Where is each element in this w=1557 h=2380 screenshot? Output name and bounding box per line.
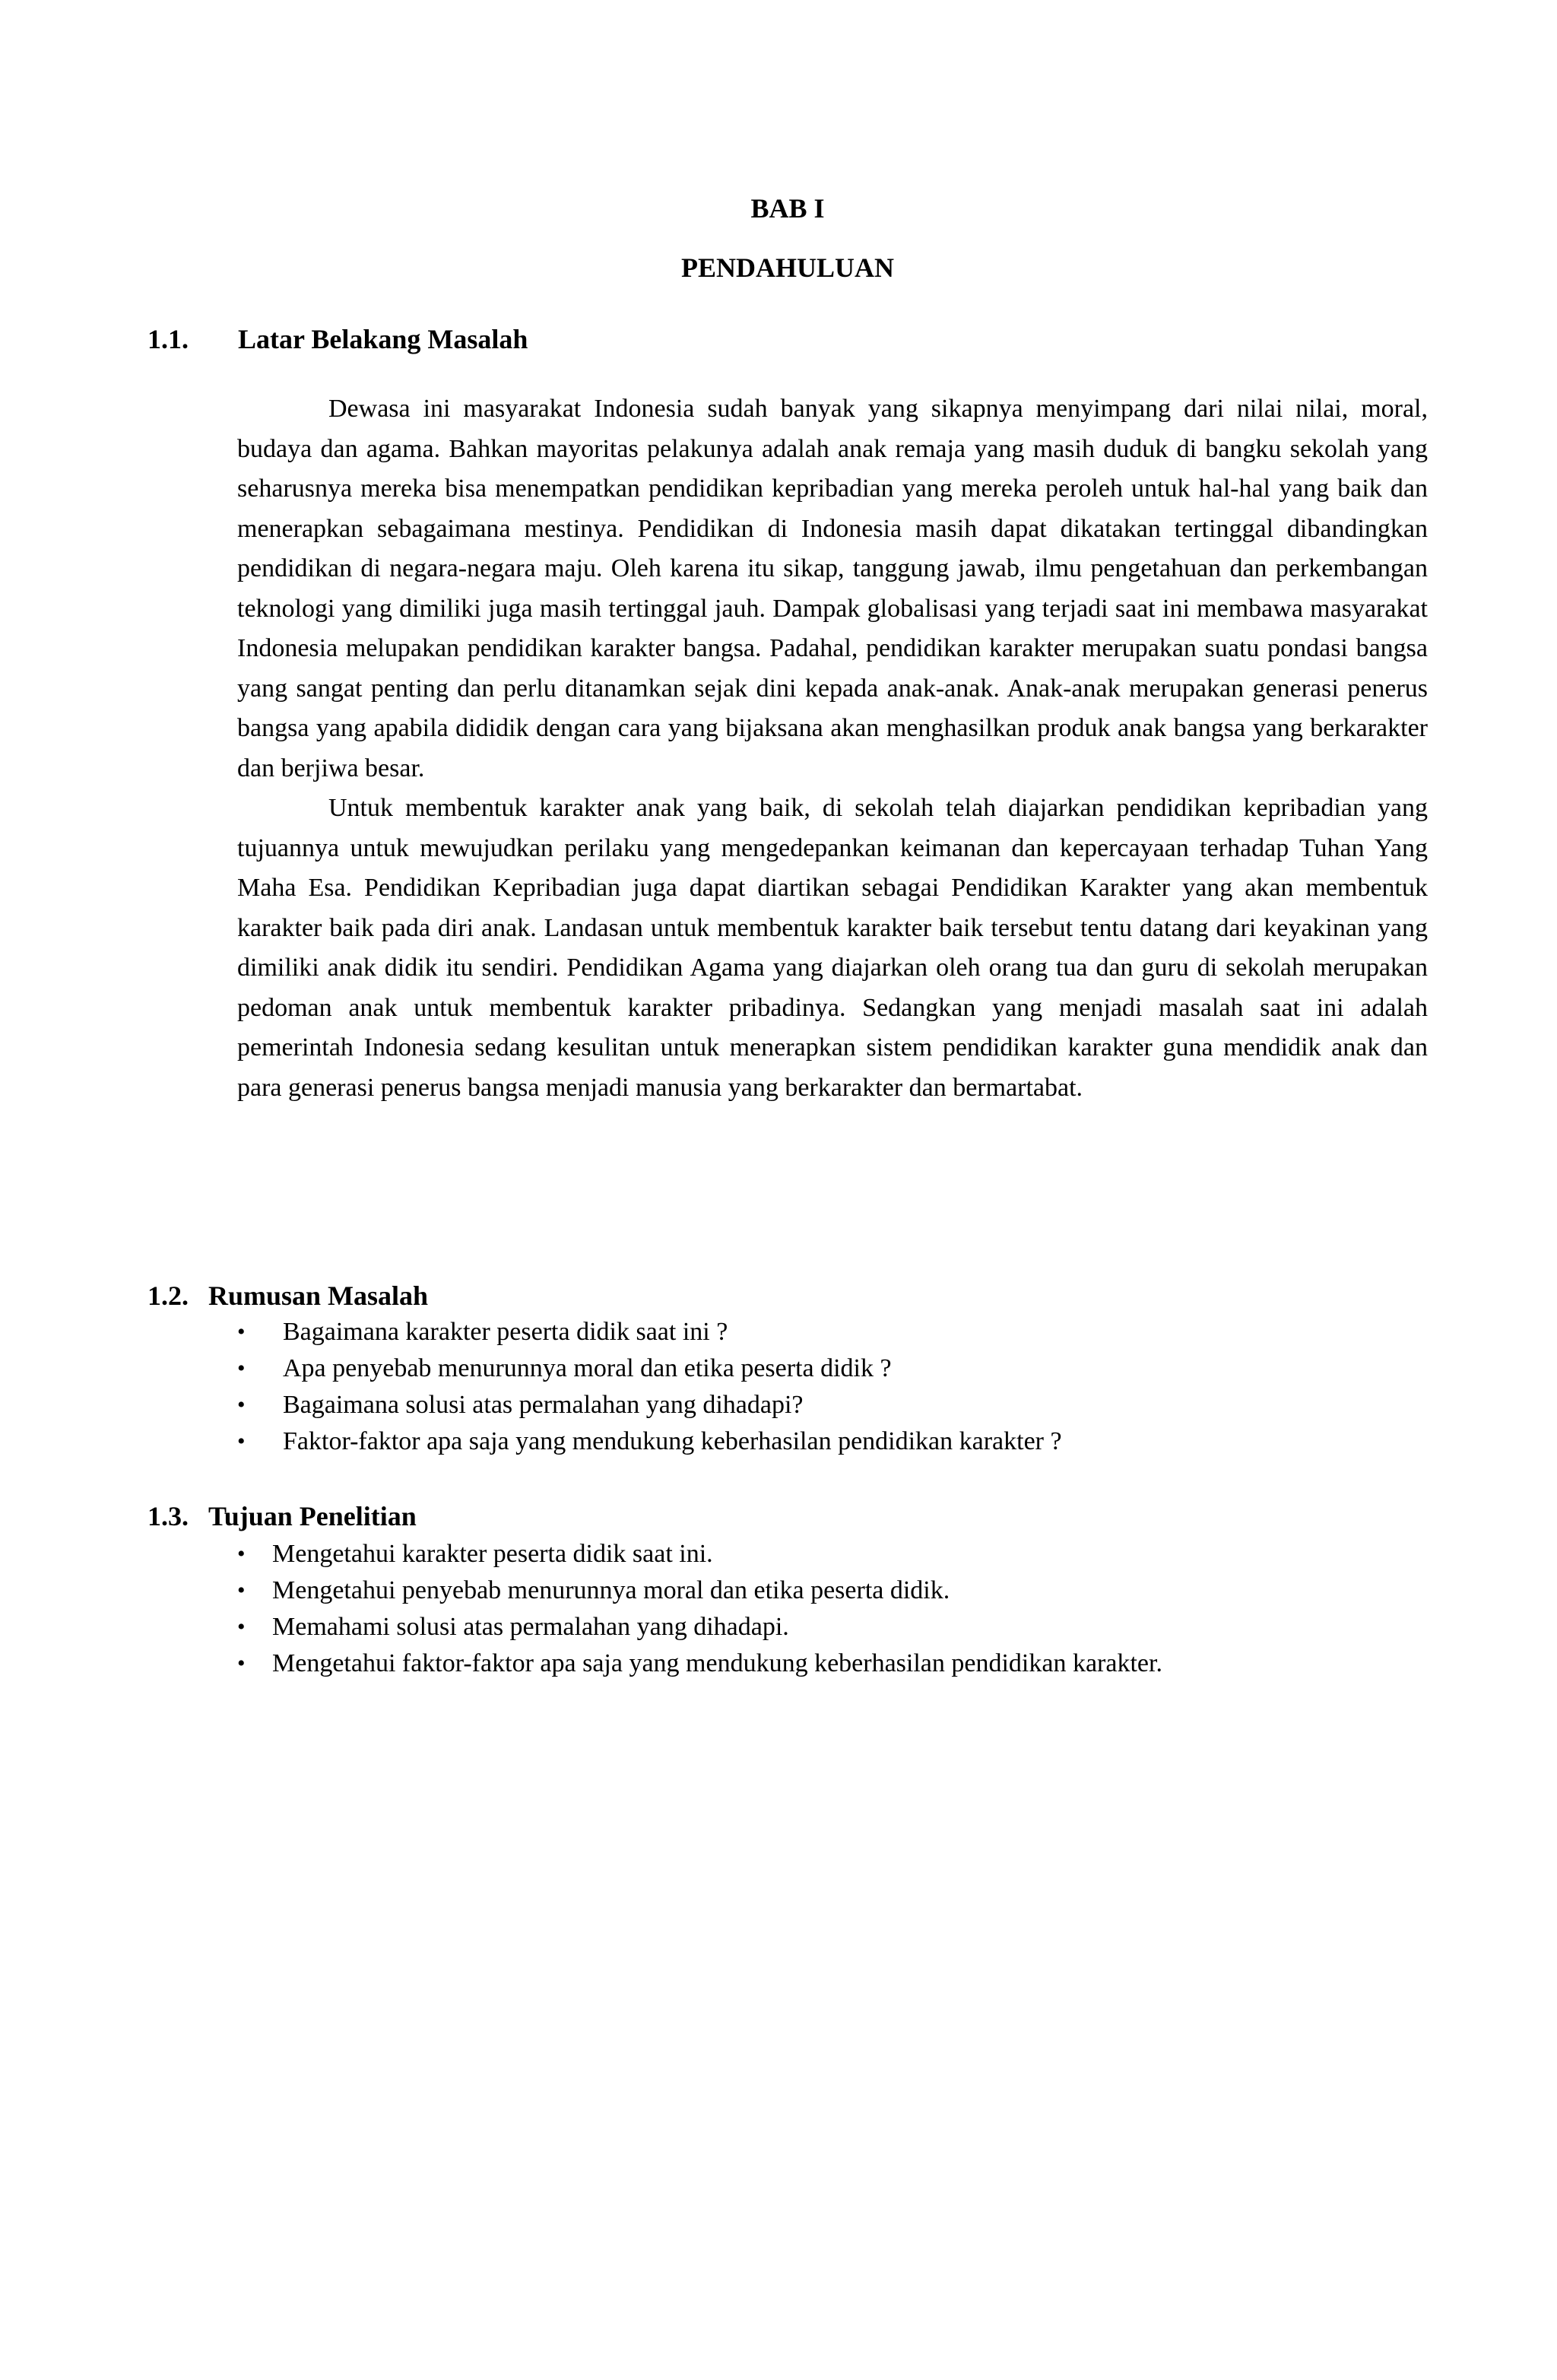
list-item-text: Mengetahui penyebab menurunnya moral dan etika peserta didik. — [272, 1576, 950, 1604]
list-item-text: Mengetahui faktor-faktor apa saja yang mendukung keberhasilan pendidikan karakter. — [272, 1649, 1162, 1677]
list-item — [237, 1572, 1162, 1609]
list-item-text: Mengetahui karakter peserta didik saat ini. — [272, 1540, 713, 1568]
chapter-label: BAB I — [750, 193, 825, 224]
bullet-icon: • — [237, 1392, 246, 1417]
list-item — [237, 1314, 1062, 1350]
section-1-number: 1.1. — [147, 324, 189, 354]
list-item-text: Bagaimana solusi atas permalahan yang dihadapi? — [283, 1391, 804, 1419]
section-2-title: Rumusan Masalah — [208, 1280, 429, 1311]
section-1-title: Latar Belakang Masalah — [238, 324, 528, 354]
list-item — [237, 1609, 1162, 1645]
list-item — [237, 1536, 1162, 1572]
bullet-icon: • — [237, 1651, 246, 1676]
objective-list — [237, 1536, 1162, 1682]
section-2-number: 1.2. — [147, 1280, 189, 1311]
problem-list — [237, 1314, 1062, 1460]
list-item-text: Apa penyebab menurunnya moral dan etika peserta didik ? — [283, 1354, 892, 1382]
section-3-title: Tujuan Penelitian — [208, 1501, 417, 1531]
list-item — [237, 1350, 1062, 1387]
section-1-body — [237, 389, 1428, 1108]
list-item-text: Memahami solusi atas permalahan yang dihadapi. — [272, 1613, 789, 1641]
bullet-icon: • — [237, 1356, 246, 1381]
paragraph-1: Dewasa ini masyarakat Indonesia sudah banyak yang sikapnya menyimpang dari nilai nilai, moral, budaya dan agama. Bahkan mayoritas pelakunya adalah anak remaja yang masih duduk di bangku sekolah yang seharusnya mereka bisa menempatkan pendidikan kepribadian yang mereka peroleh untuk hal-hal yang baik dan menerapkan sebagaimana mestinya. Pendidikan di Indonesia masih dapat dikatakan tertinggal dibandingkan pendidikan di negara-negara maju. Oleh karena itu sikap, tanggung jawab, ilmu pengetahuan dan perkembangan teknologi yang dimiliki juga masih tertinggal jauh. Dampak globalisasi yang terjadi saat ini membawa masyarakat Indonesia melupakan pendidikan karakter bangsa. Padahal, pendidikan karakter merupakan suatu pondasi bangsa yang sangat penting dan perlu ditanamkan sejak dini kepada anak-anak. Anak-anak merupakan generasi penerus bangsa yang apabila dididik dengan cara yang bijaksana akan menghasilkan produk anak bangsa yang berkarakter dan berjiwa besar. — [237, 395, 1428, 782]
bullet-icon: • — [237, 1429, 246, 1454]
section-3-number: 1.3. — [147, 1501, 189, 1531]
list-item — [237, 1423, 1062, 1460]
bullet-icon: • — [237, 1578, 246, 1603]
list-item-text: Bagaimana karakter peserta didik saat ini ? — [283, 1318, 728, 1346]
paragraph-2: Untuk membentuk karakter anak yang baik, di sekolah telah diajarkan pendidikan kepribadian yang tujuannya untuk mewujudkan perilaku yang mengedepankan keimanan dan kepercayaan terhadap Tuhan Yang Maha Esa. Pendidikan Kepribadian juga dapat diartikan sebagai Pendidikan Karakter yang akan membentuk karakter baik pada diri anak. Landasan untuk membentuk karakter baik tersebut tentu datang dari keyakinan yang dimiliki anak didik itu sendiri. Pendidikan Agama yang diajarkan oleh orang tua dan guru di sekolah merupakan pedoman anak untuk membentuk karakter pribadinya. Sedangkan yang menjadi masalah saat ini adalah pemerintah Indonesia sedang kesulitan untuk menerapkan sistem pendidikan karakter guna mendidik anak dan para generasi penerus bangsa menjadi manusia yang berkarakter dan bermartabat. — [237, 794, 1428, 1102]
bullet-icon: • — [237, 1614, 246, 1639]
list-item-text: Faktor-faktor apa saja yang mendukung keberhasilan pendidikan karakter ? — [283, 1427, 1062, 1455]
bullet-icon: • — [237, 1541, 246, 1566]
list-item — [237, 1387, 1062, 1423]
bullet-icon: • — [237, 1319, 246, 1344]
chapter-title: PENDAHULUAN — [680, 252, 894, 283]
list-item — [237, 1645, 1162, 1682]
